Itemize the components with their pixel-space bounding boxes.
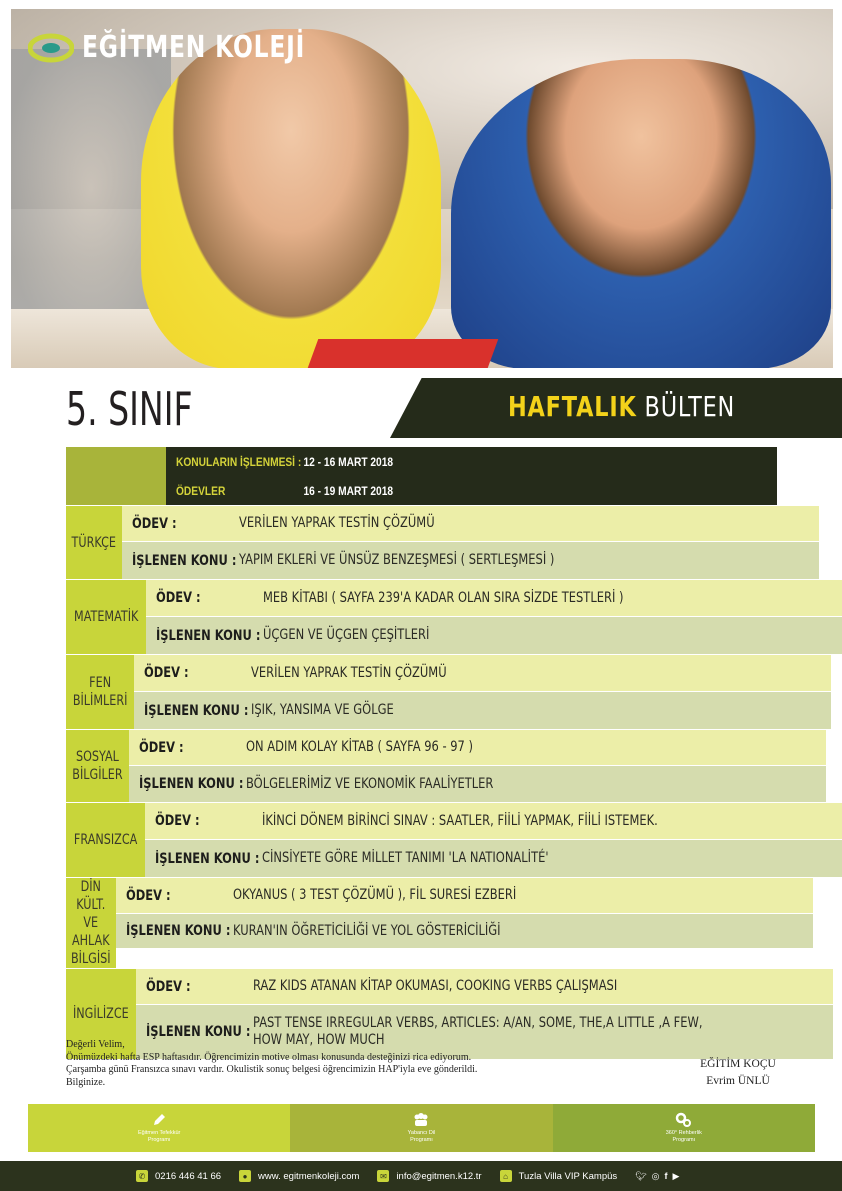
program-label: Eğitmen Tefekkür xyxy=(137,1130,181,1136)
subject-list xyxy=(66,505,777,1059)
bulletin-title-rest: BÜLTEN xyxy=(636,390,736,423)
homework-value: RAZ KIDS ATANAN KİTAP OKUMASI, COOKING VERBS ÇALIŞMASI xyxy=(252,978,617,994)
girl-figure xyxy=(141,29,441,368)
topic-value: IŞIK, YANSIMA VE GÖLGE xyxy=(251,702,395,718)
homework-row xyxy=(146,580,842,616)
subject-name xyxy=(66,803,145,877)
topics-date-label: KONULARIN İŞLENMESİ : xyxy=(176,455,302,469)
subject-name-text: FEN BİLİMLERİ xyxy=(72,675,128,709)
topic-value: YAPIM EKLERİ VE ÜNSÜZ BENZEŞMESİ ( SERTLEŞMESİ ) xyxy=(238,552,554,568)
bulletin-title xyxy=(508,390,735,423)
social-links xyxy=(635,1171,679,1182)
globe-icon: ● xyxy=(239,1170,251,1182)
topic-row xyxy=(129,765,826,802)
brand-name: EĞİTMEN KOLEJİ xyxy=(82,30,306,65)
homework-label: ÖDEV : xyxy=(131,515,177,532)
phone-icon: ✆ xyxy=(136,1170,148,1182)
homework-date-value: 16 - 19 MART 2018 xyxy=(303,484,394,498)
schedule-table xyxy=(66,447,777,1059)
subject-name xyxy=(66,580,146,654)
coach-signature xyxy=(688,1056,788,1090)
homework-row xyxy=(136,969,833,1004)
phone-text: 0216 446 41 66 xyxy=(155,1170,222,1182)
youtube-icon[interactable]: ▶ xyxy=(672,1170,680,1181)
people-icon xyxy=(412,1112,430,1128)
homework-label: ÖDEV : xyxy=(138,739,184,756)
subject-name-text: TÜRKÇE xyxy=(71,534,117,551)
subject-name xyxy=(66,506,122,579)
topic-label: İŞLENEN KONU : xyxy=(138,776,244,792)
facebook-icon[interactable]: f xyxy=(664,1171,668,1181)
topic-value: PAST TENSE IRREGULAR VERBS, ARTICLES: A/AN, SOME, THE,A LITTLE ,A FEW, HOW MAY, HOW MUCH xyxy=(252,1015,703,1048)
subject-name-text: DİN KÜLT. VE AHLAK BİLGİSİ xyxy=(70,879,111,967)
subject-block xyxy=(66,802,777,877)
subject-name-text: MATEMATİK xyxy=(74,609,139,625)
footer-email[interactable] xyxy=(377,1170,481,1182)
footer-bar xyxy=(0,1161,842,1191)
class-title: 5. SINIF xyxy=(66,382,193,436)
topic-label: İŞLENEN KONU : xyxy=(125,923,230,939)
subject-block xyxy=(66,505,777,579)
email-text: info@egitmen.k12.tr xyxy=(396,1170,482,1182)
footer-web[interactable] xyxy=(239,1170,359,1182)
subject-block xyxy=(66,579,777,654)
homework-row xyxy=(116,878,813,913)
homework-label: ÖDEV : xyxy=(144,665,189,681)
topic-label: İŞLENEN KONU : xyxy=(145,1024,251,1040)
home-icon: ⌂ xyxy=(500,1170,512,1182)
topic-label: İŞLENEN KONU : xyxy=(155,850,260,867)
topic-label: İŞLENEN KONU : xyxy=(144,702,249,719)
bulletin-title-bold: HAFTALIK xyxy=(508,390,637,423)
homework-value: OKYANUS ( 3 TEST ÇÖZÜMÜ ), FİL SURESİ EZBERİ xyxy=(232,887,516,903)
footer-phone[interactable] xyxy=(136,1170,221,1182)
program-label: Programı xyxy=(410,1137,433,1143)
program-tefekkur[interactable] xyxy=(28,1104,290,1152)
parent-note xyxy=(66,1039,477,1089)
coach-name: Evrim ÜNLÜ xyxy=(706,1075,770,1087)
note-line: Bilginize. xyxy=(66,1076,106,1088)
subject-name xyxy=(66,655,134,729)
homework-label: ÖDEV : xyxy=(125,887,171,904)
program-label: Programı xyxy=(147,1137,171,1143)
topic-row xyxy=(145,839,842,877)
homework-date-label: ÖDEVLER xyxy=(176,484,226,498)
homework-label: ÖDEV : xyxy=(155,813,200,829)
subject-name xyxy=(66,730,129,802)
coach-title: EĞİTİM KOÇU xyxy=(700,1058,776,1070)
subject-name-text: FRANSIZCA xyxy=(73,832,138,848)
web-text: www. egitmenkoleji.com xyxy=(258,1170,360,1182)
topic-label: İŞLENEN KONU : xyxy=(131,552,236,569)
dates-header xyxy=(66,447,777,505)
brand-logo xyxy=(28,30,368,65)
program-rehberlik[interactable] xyxy=(553,1104,815,1152)
subject-name-text: SOSYAL BİLGİLER xyxy=(72,749,123,783)
programs-bar xyxy=(28,1104,815,1152)
topic-value: CİNSİYETE GÖRE MİLLET TANIMI 'LA NATIONALİTÉ' xyxy=(262,850,549,866)
program-yabanci-dil[interactable] xyxy=(290,1104,552,1152)
homework-row xyxy=(122,506,819,541)
subject-block xyxy=(66,729,777,802)
subject-block xyxy=(66,877,777,968)
topics-date-value: 12 - 16 MART 2018 xyxy=(303,455,394,469)
homework-value: İKİNCİ DÖNEM BİRİNCİ SINAV : SAATLER, FİİLİ YAPMAK, FİİLİ ISTEMEK. xyxy=(262,812,659,829)
subject-name xyxy=(66,878,116,968)
homework-value: ON ADIM KOLAY KİTAB ( SAYFA 96 - 97 ) xyxy=(245,739,473,755)
program-label: 360° Rehberlik xyxy=(665,1130,702,1136)
pencil-icon xyxy=(151,1112,167,1128)
homework-label: ÖDEV : xyxy=(145,978,191,995)
homework-row xyxy=(134,655,831,691)
program-label: Programı xyxy=(672,1137,696,1143)
topics-date-row xyxy=(176,455,393,469)
subject-block xyxy=(66,654,777,729)
topic-value: ÜÇGEN VE ÜÇGEN ÇEŞİTLERİ xyxy=(263,627,430,643)
homework-date-row xyxy=(176,484,393,498)
topic-value: KURAN'IN ÖĞRETİCİLİĞİ VE YOL GÖSTERİCİLİĞİ xyxy=(232,922,501,939)
program-label: Yabancı Dil xyxy=(407,1130,436,1136)
note-line: Değerli Velim, xyxy=(66,1039,125,1050)
logo-icon xyxy=(28,31,74,65)
note-line: Çarşamba günü Fransızca sınavı vardır. Okulistik sonuç belgesi öğrencimizin HAP'iyla eve gönderildi. xyxy=(66,1064,478,1075)
topic-row xyxy=(146,616,842,654)
twitter-icon[interactable]: 🐦︎ xyxy=(635,1170,647,1181)
note-line: Önümüzdeki hafta ESP haftasıdır. Öğrencimizin motive olması konusunda desteğinizi rica ediyorum. xyxy=(66,1051,472,1063)
homework-label: ÖDEV : xyxy=(156,590,202,606)
footer-campus xyxy=(500,1170,618,1182)
homework-value: MEB KİTABI ( SAYFA 239'A KADAR OLAN SIRA SİZDE TESTLERİ ) xyxy=(263,589,624,606)
instagram-icon[interactable]: ◎ xyxy=(651,1170,660,1181)
topic-row xyxy=(122,541,819,579)
topic-label: İŞLENEN KONU : xyxy=(156,627,261,644)
homework-value: VERİLEN YAPRAK TESTİN ÇÖZÜMÜ xyxy=(238,515,435,531)
campus-text: Tuzla Villa VIP Kampüs xyxy=(518,1170,618,1182)
topic-row xyxy=(134,691,831,729)
gears-icon xyxy=(675,1112,693,1128)
topic-row xyxy=(116,913,813,948)
subject-name-text: İNGİLİZCE xyxy=(72,1006,129,1022)
homework-row xyxy=(129,730,826,765)
homework-row xyxy=(145,803,842,839)
topic-value: BÖLGELERİMİZ VE EKONOMİK FAALİYETLER xyxy=(245,775,494,792)
mail-icon: ✉ xyxy=(377,1170,389,1182)
homework-value: VERİLEN YAPRAK TESTİN ÇÖZÜMÜ xyxy=(251,664,447,681)
boy-figure xyxy=(451,59,831,368)
